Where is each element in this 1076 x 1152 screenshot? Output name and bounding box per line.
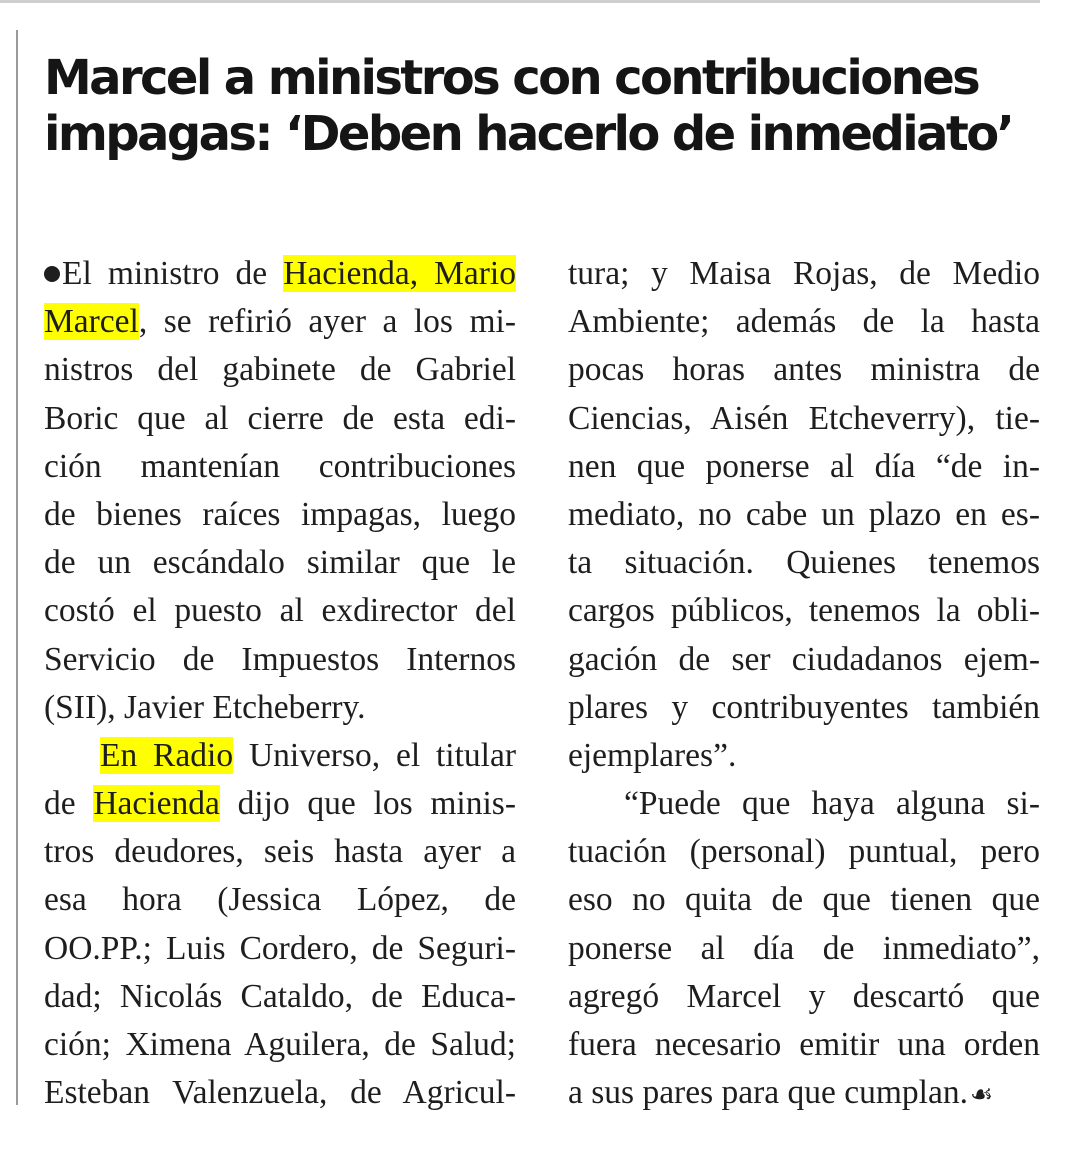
- left-column-rule: [16, 30, 18, 1105]
- text-line: ejemplares”.: [568, 736, 737, 774]
- text-line: ponerse al día de inmediato”,: [568, 929, 1040, 967]
- text-line: Marcel, se refirió ayer a los mi-: [44, 303, 516, 341]
- text-line: En Radio Universo, el titular: [100, 736, 517, 774]
- text-line: agregó Marcel y descartó que: [568, 977, 1040, 1015]
- text-line: OO.PP.; Luis Cordero, de Seguri-: [44, 929, 516, 967]
- text-line: gación de ser ciudadanos ejem-: [568, 640, 1040, 678]
- article-column-left: [44, 250, 516, 1117]
- paragraph-3: [568, 780, 1040, 1117]
- article-headline: [44, 50, 1054, 162]
- text-line: dad; Nicolás Cataldo, de Educa-: [44, 977, 516, 1015]
- text-line: Esteban Valenzuela, de Agricul-: [44, 1074, 516, 1112]
- top-rule: [0, 0, 1040, 3]
- text-line: Ambiente; además de la hasta: [568, 303, 1040, 341]
- text-line: ta situación. Quienes tenemos: [568, 544, 1040, 582]
- text-line: fuera necesario emitir una orden: [568, 1026, 1040, 1063]
- text-line: esa hora (Jessica López, de: [44, 881, 516, 919]
- text-line: “Puede que haya alguna si-: [624, 785, 1040, 823]
- highlighted-text: En Radio: [100, 736, 234, 774]
- text-line: de Hacienda dijo que los minis-: [44, 785, 516, 823]
- text-line: ción; Ximena Aguilera, de Salud;: [44, 1026, 516, 1063]
- text-line: Boric que al cierre de esta edi-: [44, 399, 516, 437]
- text-line: El ministro de Hacienda, Mario: [44, 250, 516, 298]
- text-line: costó el puesto al exdirector del: [44, 592, 516, 630]
- text-line: tura; y Maisa Rojas, de Medio: [568, 255, 1040, 292]
- text-line: Servicio de Impuestos Internos: [44, 640, 516, 678]
- headline-line-2: impagas: ‘Deben hacerlo de inmediato’: [44, 106, 1013, 162]
- text-line: tuación (personal) puntual, pero: [568, 833, 1040, 871]
- highlighted-text: Hacienda: [93, 785, 220, 823]
- bullet-dot-icon: [44, 266, 60, 282]
- article-column-right: [568, 250, 1040, 1117]
- paragraph-2-continued: [568, 250, 1040, 780]
- highlighted-text: Hacienda, Mario: [283, 255, 516, 292]
- text-line: mediato, no cabe un plazo en es-: [568, 495, 1040, 533]
- text-line: nen que ponerse al día “de in-: [568, 447, 1040, 485]
- text-line: a sus pares para que cumplan.☙: [568, 1074, 994, 1112]
- paragraph-2: [44, 732, 516, 1118]
- text-line: ción mantenían contribuciones: [44, 447, 516, 485]
- text-line: pocas horas antes ministra de: [568, 351, 1040, 389]
- highlighted-text: Marcel: [44, 303, 139, 341]
- text-line: de bienes raíces impagas, luego: [44, 495, 516, 533]
- end-of-article-icon: ☙: [970, 1080, 994, 1111]
- paragraph-1: [44, 250, 516, 732]
- headline-line-1: Marcel a ministros con contribuciones: [44, 50, 979, 106]
- text-line: nistros del gabinete de Gabriel: [44, 351, 516, 389]
- text-line: cargos públicos, tenemos la obli-: [568, 592, 1040, 630]
- text-line: tros deudores, seis hasta ayer a: [44, 833, 516, 871]
- text-line: eso no quita de que tienen que: [568, 881, 1040, 919]
- text-line: plares y contribuyentes también: [568, 688, 1040, 726]
- text-line: de un escándalo similar que le: [44, 544, 516, 582]
- text-line: Ciencias, Aisén Etcheverry), tie-: [568, 399, 1040, 437]
- text-line: (SII), Javier Etcheberry.: [44, 688, 366, 726]
